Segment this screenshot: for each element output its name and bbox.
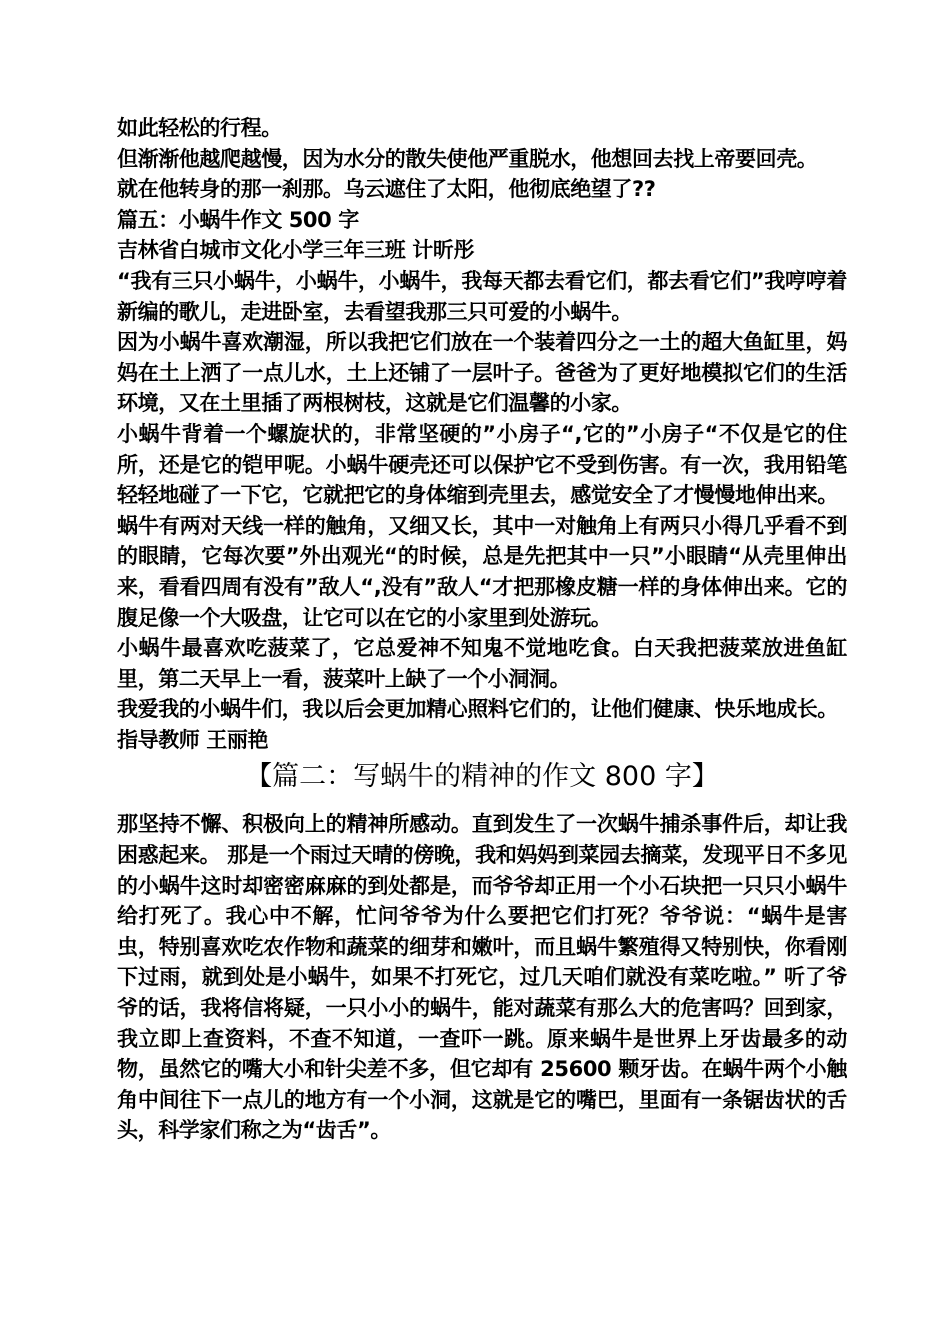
- section-title-part5: 篇五：小蜗牛作文 500 字: [117, 207, 359, 232]
- paragraph: 那坚持不懈、积极向上的精神所感动。直到发生了一次蜗牛捕杀事件后，却让我困惑起来。 那是一个雨过天晴的傍晚，我和妈妈到菜园去摘菜，发现平日不多见的小蜗牛这时却密密麻麻的到处都是，而爷爷却正用一个小石块把一只只小蜗牛给打死了。我心中不解，忙问爷爷为什么要把它们打死？爷爷说：“蜗牛是害虫，特别喜欢吃农作物和蔬菜的细芽和嫩叶，而且蜗牛繁殖得又特别快，你看刚下过雨，就到处是小蜗牛，如果不打死它，过几天咱们就没有菜吃啦。” 听了爷爷的话，我将信将疑，一只小小的蜗牛，能对蔬菜有那么大的危害吗？回到家，我立即上查资料，不查不知道，一查吓一跳。原来蜗牛是世界上牙齿最多的动物，虽然它的嘴大小和针尖差不多，但它却有 25600 颗牙齿。在蜗牛两个小触角中间往下一点儿的地方有一个小洞，这就是它的嘴巴，里面有一条锯齿状的舌头，科学家们称之为“齿舌”。: [117, 812, 847, 1143]
- paragraph: 小蜗牛最喜欢吃菠菜了，它总爱神不知鬼不觉地吃食。白天我把菠菜放进鱼缸里，第二天早上一看，菠菜叶上缺了一个小洞洞。: [117, 636, 847, 691]
- paragraph: 小蜗牛背着一个螺旋状的，非常坚硬的”小房子“,它的”小房子“不仅是它的住所，还是它的铠甲呢。小蜗牛硬壳还可以保护它不受到伤害。有一次，我用铅笔轻轻地碰了一下它，它就把它的身体缩到壳里去，感觉安全了才慢慢地伸出来。: [117, 421, 847, 508]
- paragraph: 蜗牛有两对天线一样的触角，又细又长，其中一对触角上有两只小得几乎看不到的眼睛，它每次要”外出观光“的时候，总是先把其中一只”小眼睛“从壳里伸出来，看看四周有没有”敌人“,没有”敌人“才把那橡皮糖一样的身体伸出来。它的腹足像一个大吸盘，让它可以在它的小家里到处游玩。: [117, 513, 847, 630]
- teacher-line: 指导教师 王丽艳: [117, 727, 269, 752]
- paragraph: 但渐渐他越爬越慢，因为水分的散失使他严重脱水，他想回去找上帝要回壳。: [117, 146, 818, 171]
- section-heading: 【篇二：写蜗牛的精神的作文 800 字】: [245, 761, 719, 793]
- paragraph: 就在他转身的那一刹那。乌云遮住了太阳，他彻底绝望了??: [117, 177, 656, 202]
- paragraph: 我爱我的小蜗牛们，我以后会更加精心照料它们的，让他们健康、快乐地成长。: [117, 697, 838, 722]
- author-line: 吉林省白城市文化小学三年三班 计昕彤: [117, 238, 475, 263]
- paragraph: 因为小蜗牛喜欢潮湿，所以我把它们放在一个装着四分之一土的超大鱼缸里，妈妈在土上洒了一点儿水，土上还铺了一层叶子。爸爸为了更好地模拟它们的生活环境，又在土里插了两根树枝，这就是它们温馨的小家。: [117, 330, 847, 416]
- paragraph: 如此轻松的行程。: [117, 116, 282, 140]
- document-body: [117, 113, 847, 1146]
- paragraph: “我有三只小蜗牛，小蜗牛，小蜗牛，我每天都去看它们，都去看它们”我哼哼着新编的歌儿，走进卧室，去看望我那三只可爱的小蜗牛。: [117, 268, 847, 324]
